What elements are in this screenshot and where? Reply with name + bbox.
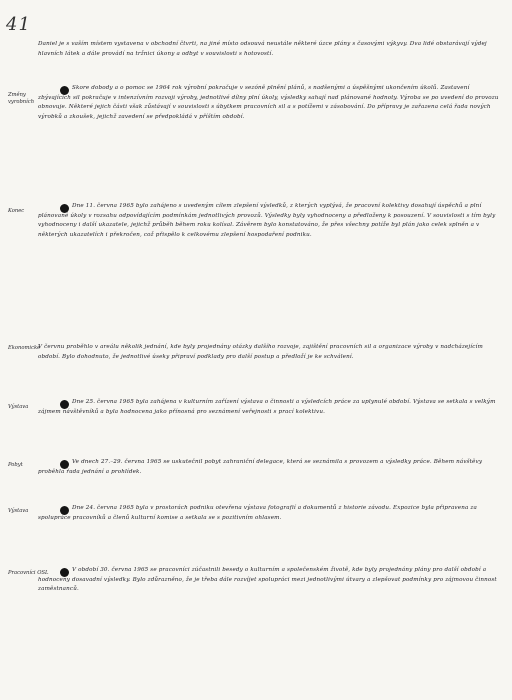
paragraph-3: Dne 11. června 1965 bylo zahájeno s uvedeným cílem zlepšení výsledků, z kterých vyplývá, že pracovní kolektivy dosahují úspěchů a plní plánované úkoly v rozsahu odpovídajícím podmínkám jednotlivých provozů. Výsledky byly vyhodnoceny a předloženy k posouzení. V souvislosti s tím byly vyhodnoceny i další ukazatele, jejichž průběh během roku kolísal. Závěrem bylo konstatováno, že přes všechny potíže byl plán jako celek splněn a v některých ukazatelích i překročen, což přispělo k celkovému zlepšení hospodaření podniku. — [38, 203, 498, 238]
margin-note-6: Výstava — [8, 508, 29, 514]
paragraph-1: Daniel je s vaším místem vystavena v obchodní čtvrti, na jiné místo odsouvá neustále některé úzce plány s časovými výkyvy. Dva lidé obstarávají výdej hlavních látek a dále provádí na tržnici úkony a odbyt v souvislosti s hotovostí. — [38, 41, 489, 57]
margin-note-4: Výstava — [8, 404, 29, 410]
paragraph-6: Ve dnech 27.–29. června 1965 se uskutečnil pobyt zahraniční delegace, která se seznámila s provozem a výsledky práce. Během návštěvy proběhla řada jednání a prohlídek. — [38, 459, 485, 475]
paragraph-4: V červnu proběhlo v areálu několik jednání, kde byly projednány otázky dalšího rozvoje, zajištění pracovních sil a organizace výroby v nadcházejícím období. Bylo dohodnuto, že jednotlivé úseky připraví podklady pro další postup a předloží je ke schválení. — [38, 344, 485, 360]
paragraph-8: V období 30. června 1965 se pracovníci zúčastnili besedy o kulturním a společenském životě, kde byly projednány plány pro další období a hodnoceny dosavadní výsledky. Bylo zdůrazněno, že je třeba dále rozvíjet spolupráci mezi jednotlivými útvary a zlepšovat podmínky pro zájmovou činnost zaměstnanců. — [38, 567, 499, 593]
page-number: 41 — [6, 14, 31, 35]
paragraph-2: Skore dobody a o pomoc se 1964 rok výrobní pokračuje v sezóně plnění plánů, s nadšenými a úspěšnými ukončením úkolů. Zastavení zbývajících sil pokračuje v intenzívním rozvoji výroby, jednotlivé dílny plní úkoly, výsledky sahají nad plánované hodnoty. Výroba se po uvedení do provozu obnovuje. Některé jejich části však zůstávají v souvislosti s úbytkem pracovních sil a s potížemi v zásobování. Do přípravy je zařazena celá řada nových výrobků a zkoušek, jejichž zavedení se předpokládá v příštím období. — [38, 85, 501, 120]
margin-note-1: Změny vyrobních — [8, 92, 35, 105]
paragraph-5: Dne 25. června 1965 byla zahájena v kulturním zařízení výstava o činnosti a výsledcích práce za uplynulé období. Výstava se setkala s velkým zájmem návštěvníků a byla hodnocena jako přínosná pro seznámení veřejnosti s prací kolektivu. — [38, 399, 498, 415]
paragraph-7: Dne 24. června 1965 byla v prostorách podniku otevřena výstava fotografií a dokumentů z historie závodu. Expozice byla připravena za spolupráce pracovníků a členů kulturní komise a setkala se s pozitivním ohlasem. — [38, 505, 479, 521]
margin-note-5: Pobyt — [8, 462, 23, 468]
margin-note-3: Ekonomické — [8, 345, 41, 351]
margin-note-2: Konec — [8, 208, 25, 214]
margin-note-7: Pracovníci OSL — [8, 570, 49, 576]
